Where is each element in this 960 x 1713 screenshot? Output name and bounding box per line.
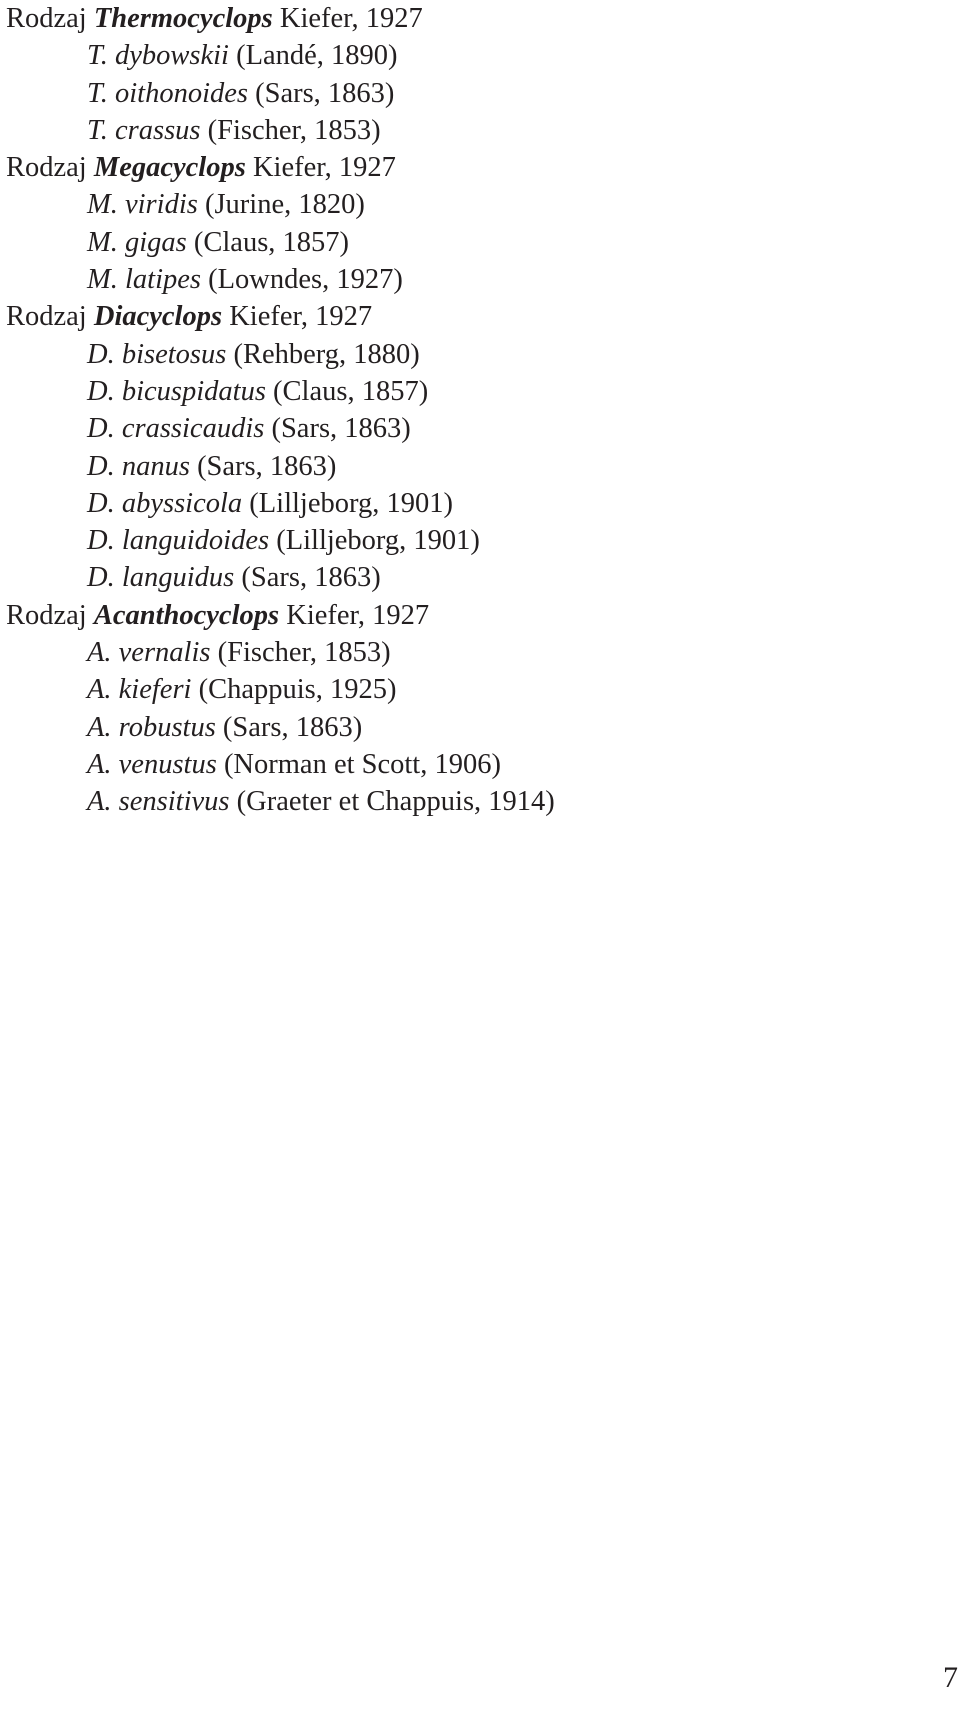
species-entry — [6, 336, 555, 373]
species-name: A. robustus — [87, 711, 216, 743]
genus-name: Diacyclops — [93, 301, 223, 333]
species-entry — [6, 448, 555, 485]
species-entry — [6, 671, 555, 708]
taxon-authority: Kiefer, 1927 — [286, 599, 430, 631]
page-number: 7 — [943, 1661, 958, 1694]
species-entry — [6, 410, 555, 447]
taxon-authority: (Claus, 1857) — [193, 226, 350, 258]
genus-name: Acanthocyclops — [93, 599, 280, 631]
taxon-authority: (Norman et Scott, 1906) — [223, 748, 501, 780]
species-entry — [6, 261, 555, 298]
species-name: M. latipes — [87, 264, 201, 296]
taxon-authority: (Rehberg, 1880) — [233, 338, 420, 370]
taxon-authority: (Graeter et Chappuis, 1914) — [236, 786, 555, 818]
species-entry — [6, 709, 555, 746]
species-entry — [6, 634, 555, 671]
genus-heading — [6, 0, 555, 37]
taxon-authority: (Sars, 1863) — [197, 450, 337, 482]
species-name: A. sensitivus — [87, 786, 230, 818]
species-entry — [6, 37, 555, 74]
species-entry — [6, 373, 555, 410]
species-entry — [6, 224, 555, 261]
taxon-authority: Kiefer, 1927 — [229, 301, 373, 333]
species-entry — [6, 522, 555, 559]
species-name: T. oithonoides — [87, 77, 248, 109]
taxon-authority: (Lowndes, 1927) — [208, 264, 403, 296]
genus-heading — [6, 298, 555, 335]
genus-heading — [6, 149, 555, 186]
species-name: T. crassus — [87, 114, 201, 146]
species-entry — [6, 112, 555, 149]
taxon-authority: (Claus, 1857) — [273, 375, 429, 407]
taxon-authority: (Chappuis, 1925) — [198, 674, 397, 706]
taxon-authority: (Sars, 1863) — [241, 562, 381, 594]
species-entry — [6, 186, 555, 223]
species-name: A. vernalis — [87, 637, 211, 669]
genus-name: Thermocyclops — [93, 3, 273, 34]
genus-prefix: Rodzaj — [6, 152, 87, 184]
species-name: A. venustus — [87, 748, 217, 780]
taxon-authority: (Lilljeborg, 1901) — [276, 525, 480, 557]
species-name: D. languidus — [87, 562, 235, 594]
taxon-authority: (Fischer, 1853) — [217, 637, 391, 669]
genus-prefix: Rodzaj — [6, 599, 87, 631]
taxon-authority: Kiefer, 1927 — [252, 152, 396, 184]
taxon-authority: (Jurine, 1820) — [204, 189, 365, 221]
species-entry — [6, 485, 555, 522]
species-name: A. kieferi — [87, 674, 192, 706]
genus-name: Megacyclops — [93, 152, 246, 184]
species-name: D. crassicaudis — [87, 413, 265, 445]
taxon-authority: Kiefer, 1927 — [279, 3, 423, 34]
genus-heading — [6, 597, 555, 634]
taxon-authority: (Landé, 1890) — [236, 40, 398, 72]
taxon-authority: (Sars, 1863) — [222, 711, 363, 743]
taxon-list — [6, 0, 555, 821]
species-name: T. dybowskii — [87, 40, 229, 72]
species-name: D. languidoides — [87, 525, 270, 557]
taxon-authority: (Sars, 1863) — [271, 413, 411, 445]
species-name: M. viridis — [87, 189, 198, 221]
species-name: M. gigas — [87, 226, 187, 258]
species-entry — [6, 746, 555, 783]
species-name: D. abyssicola — [87, 487, 243, 519]
taxon-authority: (Sars, 1863) — [255, 77, 395, 109]
species-entry — [6, 559, 555, 596]
species-entry — [6, 783, 555, 820]
species-name: D. bisetosus — [87, 338, 227, 370]
species-name: D. nanus — [87, 450, 190, 482]
species-entry — [6, 75, 555, 112]
genus-prefix: Rodzaj — [6, 301, 87, 333]
genus-prefix: Rodzaj — [6, 3, 87, 34]
species-name: D. bicuspidatus — [87, 375, 266, 407]
taxon-authority: (Lilljeborg, 1901) — [249, 487, 453, 519]
taxon-authority: (Fischer, 1853) — [207, 114, 381, 146]
